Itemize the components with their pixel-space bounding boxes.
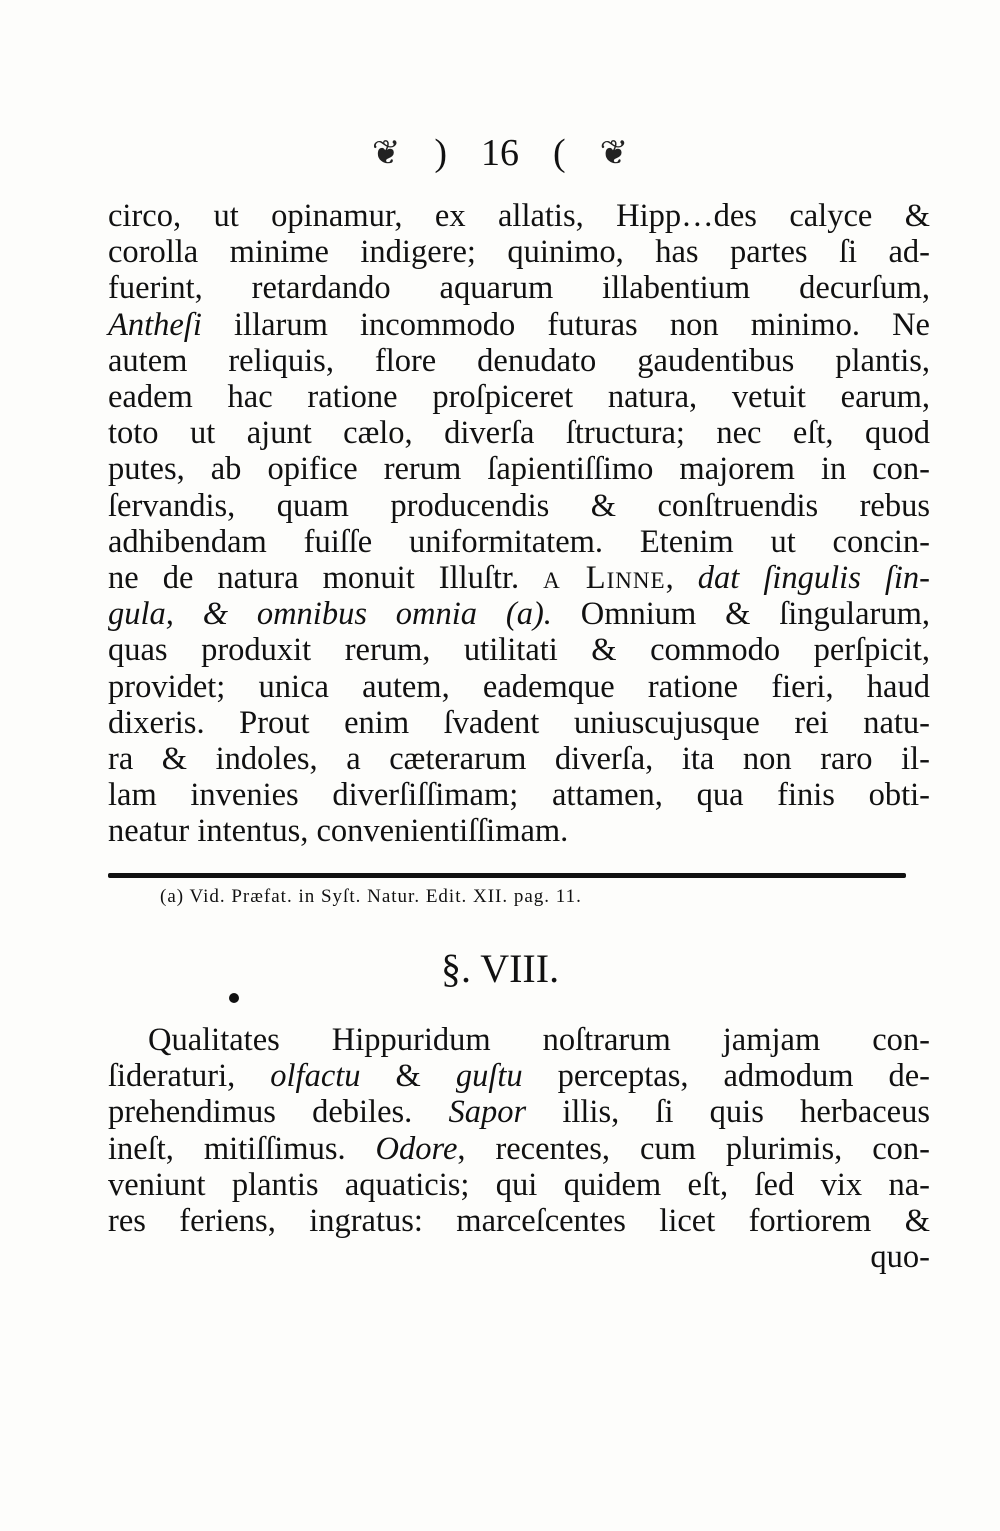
text-line: ſervandis, quam producendis & conſtruendis rebus (108, 487, 930, 524)
text-line (108, 307, 930, 343)
text-run: , recentes, cum plurimis, con- (457, 1130, 930, 1167)
ink-dot (229, 993, 239, 1003)
text-line: veniunt plantis aquaticis; qui quidem eſt, ſed vix na- (108, 1166, 930, 1203)
section-heading: §. VIII. (440, 946, 560, 991)
text-line: res feriens, ingratus: marceſcentes licet fortiorem & (108, 1203, 930, 1240)
text-line: neatur intentus, convenientiſſimam. (108, 813, 569, 850)
footnote-rule (108, 873, 906, 878)
fleuron-left-icon: ❦ (371, 135, 401, 172)
italic-quote: gula, & omnibus omnia (108, 596, 478, 633)
text-run: ne de natura monuit Illuſtr. (108, 560, 544, 597)
italic-term: Sapor (448, 1094, 527, 1131)
text-line (108, 1094, 930, 1130)
author-name: a Linne (543, 560, 666, 597)
text-run: illis, ſi quis herbaceus (526, 1094, 930, 1131)
italic-term: guſtu (455, 1058, 523, 1095)
footnote-ref: (a). (477, 596, 552, 633)
fleuron-right-icon: ❦ (599, 135, 629, 172)
footnote: (a) Vid. Præfat. in Syſt. Natur. Edit. XII. pag. 11. (160, 886, 582, 907)
text-run: perceptas, admodum de- (522, 1058, 931, 1095)
text-line: toto ut ajunt cælo, diverſa ſtructura; nec eſt, quod (108, 415, 930, 452)
italic-quote: dat ſingulis ſin- (697, 560, 931, 597)
header-close-mark: ( (553, 132, 566, 174)
text-run: prehendimus debiles. (108, 1094, 449, 1131)
italic-term: olfactu (270, 1058, 361, 1095)
text-line: Qualitates Hippuridum noſtrarum jamjam con- (148, 1022, 930, 1058)
running-header (0, 128, 1000, 178)
italic-term: Antheſi (108, 306, 202, 343)
text-run: ineſt, mitiſſimus. (108, 1130, 376, 1167)
text-line: ra & indoles, a cæterarum diverſa, ita non raro il- (108, 741, 930, 778)
text-line: providet; unica autem, eademque ratione fieri, haud (108, 668, 930, 705)
text-line (108, 1131, 930, 1167)
text-run: Omnium & ſingularum, (551, 596, 930, 633)
text-run: , (665, 560, 698, 597)
text-line: circo, ut opinamur, ex allatis, Hipp…des calyce & (108, 198, 930, 234)
text-line: lam invenies diverſiſſimam; attamen, qua finis obti- (108, 777, 930, 814)
paragraph-1 (108, 198, 930, 850)
text-run: ſideraturi, (108, 1058, 271, 1095)
text-line: autem reliquis, flore denudato gaudentibus plantis, (108, 342, 930, 379)
text-line (108, 596, 930, 632)
text-line (108, 560, 930, 596)
paragraph-2 (108, 1022, 930, 1275)
italic-term: Odore (375, 1130, 458, 1167)
text-run: illarum incommodo futuras non minimo. Ne (201, 306, 930, 343)
text-line: adhibendam fuiſſe uniformitatem. Etenim ut concin- (108, 523, 930, 560)
text-line: dixeris. Prout enim ſvadent uniuscujusque rei natu- (108, 704, 930, 741)
text-line: corolla minime indigere; quinimo, has partes ſi ad- (108, 234, 930, 271)
page-number: 16 (481, 132, 519, 174)
text-line: putes, ab opifice rerum ſapientiſſimo majorem in con- (108, 451, 930, 488)
catchword: quo- (870, 1239, 930, 1276)
text-run: & (360, 1058, 456, 1095)
text-line: quas produxit rerum, utilitati & commodo perſpicit, (108, 632, 930, 669)
text-line (108, 1058, 930, 1094)
text-line: eadem hac ratione proſpiceret natura, vetuit earum, (108, 379, 930, 416)
text-line: fuerint, retardando aquarum illabentium decurſum, (108, 270, 930, 307)
header-open-mark: ) (434, 132, 447, 174)
